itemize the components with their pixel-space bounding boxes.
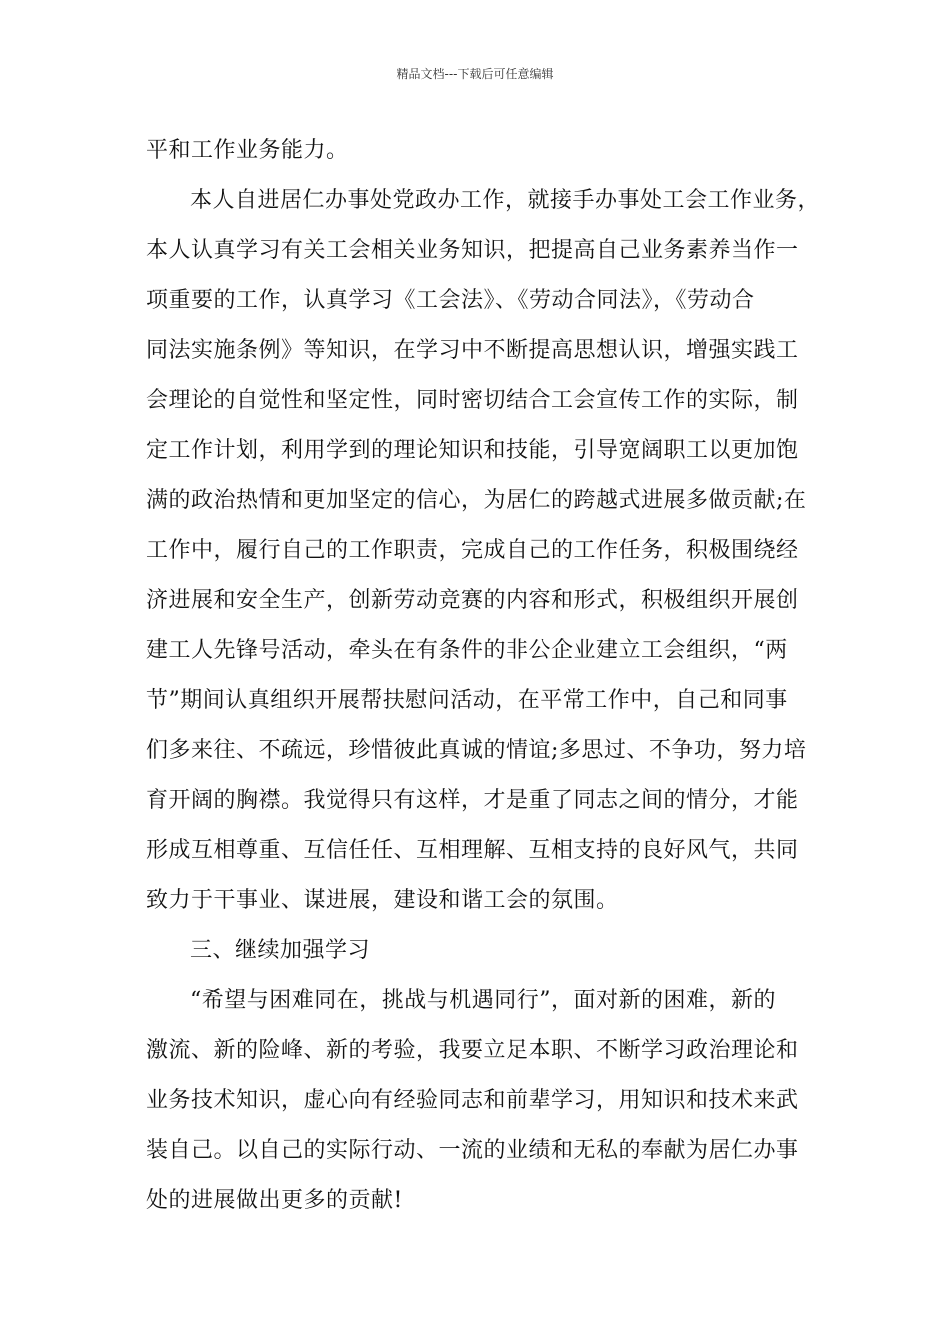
text-line: 业务技术知识，虚心向有经验同志和前辈学习，用知识和技术来武 xyxy=(146,1088,799,1113)
text-line: 建工人先锋号活动，牵头在有条件的非公企业建立工会组织，“两 xyxy=(146,638,788,663)
paragraph-start-line: “希望与困难同在，挑战与机遇同行”，面对新的困难，新的 xyxy=(190,988,776,1013)
text-line: 同法实施条例》等知识，在学习中不断提高思想认识，增强实践工 xyxy=(146,338,799,363)
text-line: 节”期间认真组织开展帮扶慰问活动，在平常工作中，自己和同事 xyxy=(146,688,788,713)
text-line: 处的进展做出更多的贡献! xyxy=(146,1188,403,1213)
text-line: 本人认真学习有关工会相关业务知识，把提高自己业务素养当作一 xyxy=(146,238,799,263)
text-line: 激流、新的险峰、新的考验，我要立足本职、不断学习政治理论和 xyxy=(146,1038,799,1063)
text-line: 满的政治热情和更加坚定的信心，为居仁的跨越式进展多做贡献;在 xyxy=(146,488,807,513)
text-line: 形成互相尊重、互信任任、互相理解、互相支持的良好风气，共同 xyxy=(146,838,799,863)
text-line: 致力于干事业、谋进展，建设和谐工会的氛围。 xyxy=(146,888,619,913)
paragraph-start-line: 本人自进居仁办事处党政办工作，就接手办事处工会工作业务， xyxy=(190,188,821,213)
section-heading: 三、继续加强学习 xyxy=(190,938,371,963)
text-line: 装自己。以自己的实际行动、一流的业绩和无私的奉献为居仁办事 xyxy=(146,1138,799,1163)
text-line: 育开阔的胸襟。我觉得只有这样，才是重了同志之间的情分，才能 xyxy=(146,788,799,813)
text-line: 会理论的自觉性和坚定性，同时密切结合工会宣传工作的实际，制 xyxy=(146,388,799,413)
text-line: 定工作计划，利用学到的理论知识和技能，引导宽阔职工以更加饱 xyxy=(146,438,799,463)
text-line: 济进展和安全生产，创新劳动竞赛的内容和形式，积极组织开展创 xyxy=(146,588,799,613)
page-header: 精品文档---下载后可任意编辑 xyxy=(396,67,554,81)
text-line: 们多来往、不疏远，珍惜彼此真诚的情谊;多思过、不争功，努力培 xyxy=(146,738,807,763)
text-line: 项重要的工作，认真学习《工会法》、《劳动合同法》，《劳动合 xyxy=(146,288,755,313)
text-line: 工作中，履行自己的工作职责，完成自己的工作任务，积极围绕经 xyxy=(146,538,799,563)
text-line: 平和工作业务能力。 xyxy=(146,138,349,163)
